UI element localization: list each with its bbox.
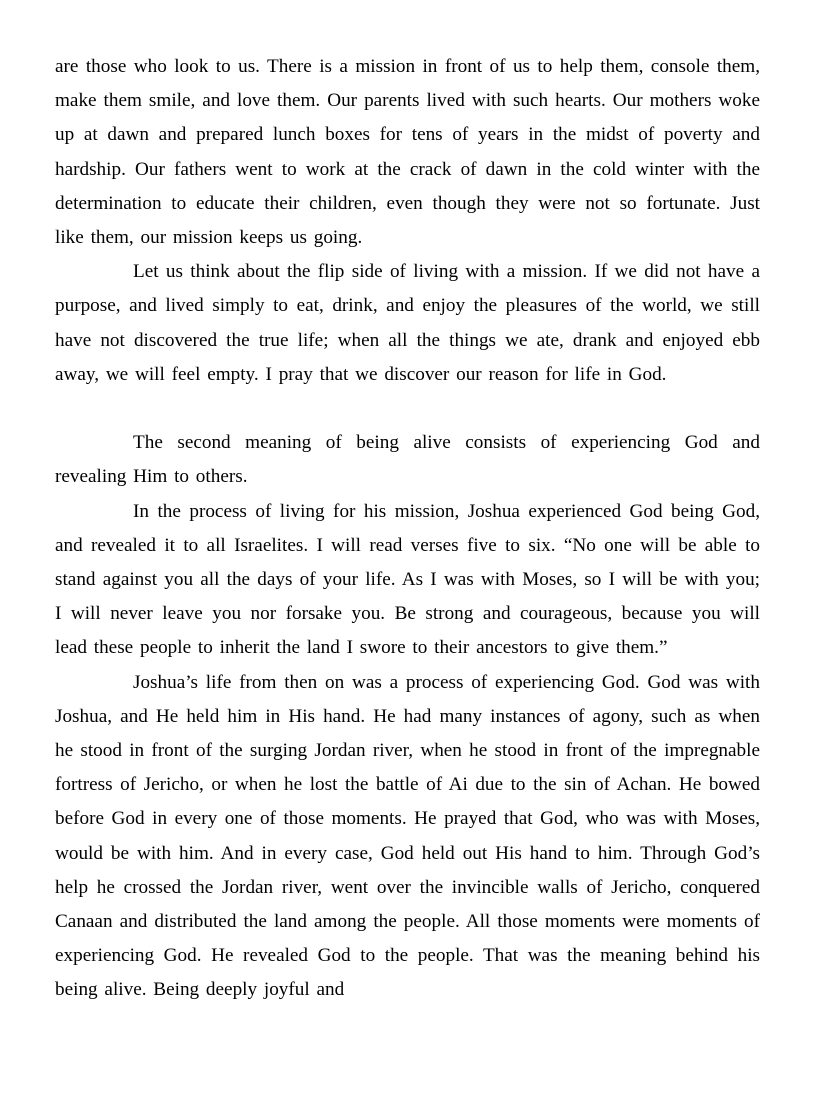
paragraph-joshua-mission: In the process of living for his mission, Joshua experienced God being God, and revealed it to all Israelites. I will read verses five to six. “No one will be able to stand against you all the days of your life. As I was with Moses, so I will be with you; I will never leave you nor forsake you. Be strong and courageous, because you will lead these people to inherit the land I swore to their ancestors to give them.” [55, 500, 760, 659]
paragraph-second-meaning: The second meaning of being alive consists of experiencing God and revealing Him to others. [55, 432, 760, 488]
paragraph-mission-continuation: are those who look to us. There is a mission in front of us to help them, console them, make them smile, and love them. Our parents lived with such hearts. Our mothers woke up at dawn and prepared lunch boxes for tens of years in the midst of poverty and hardship. Our fathers went to work at the crack of dawn in the cold winter with the determination to educate their children, even though they were not so fortunate. Just like them, our mission keeps us going. [55, 56, 760, 249]
document-page [55, 50, 760, 1008]
paragraph-joshua-life: Joshua’s life from then on was a process of experiencing God. God was with Joshua, and He held him in His hand. He had many instances of agony, such as when he stood in front of the surging Jordan river, when he stood in front of the impregnable fortress of Jericho, or when he lost the battle of Ai due to the sin of Achan. He bowed before God in every one of those moments. He prayed that God, who was with Moses, would be with him. And in every case, God held out His hand to him. Through God’s help he crossed the Jordan river, went over the invincible walls of Jericho, conquered Canaan and distributed the land among the people. All those moments were moments of experiencing God. He revealed God to the people. That was the meaning behind his being alive. Being deeply joyful and [55, 671, 760, 1001]
paragraph-flip-side: Let us think about the flip side of living with a mission. If we did not have a purpose, and lived simply to eat, drink, and enjoy the pleasures of the world, we still have not discovered the true life; when all the things we ate, drank and enjoyed ebb away, we will feel empty. I pray that we discover our reason for life in God. [55, 261, 760, 385]
